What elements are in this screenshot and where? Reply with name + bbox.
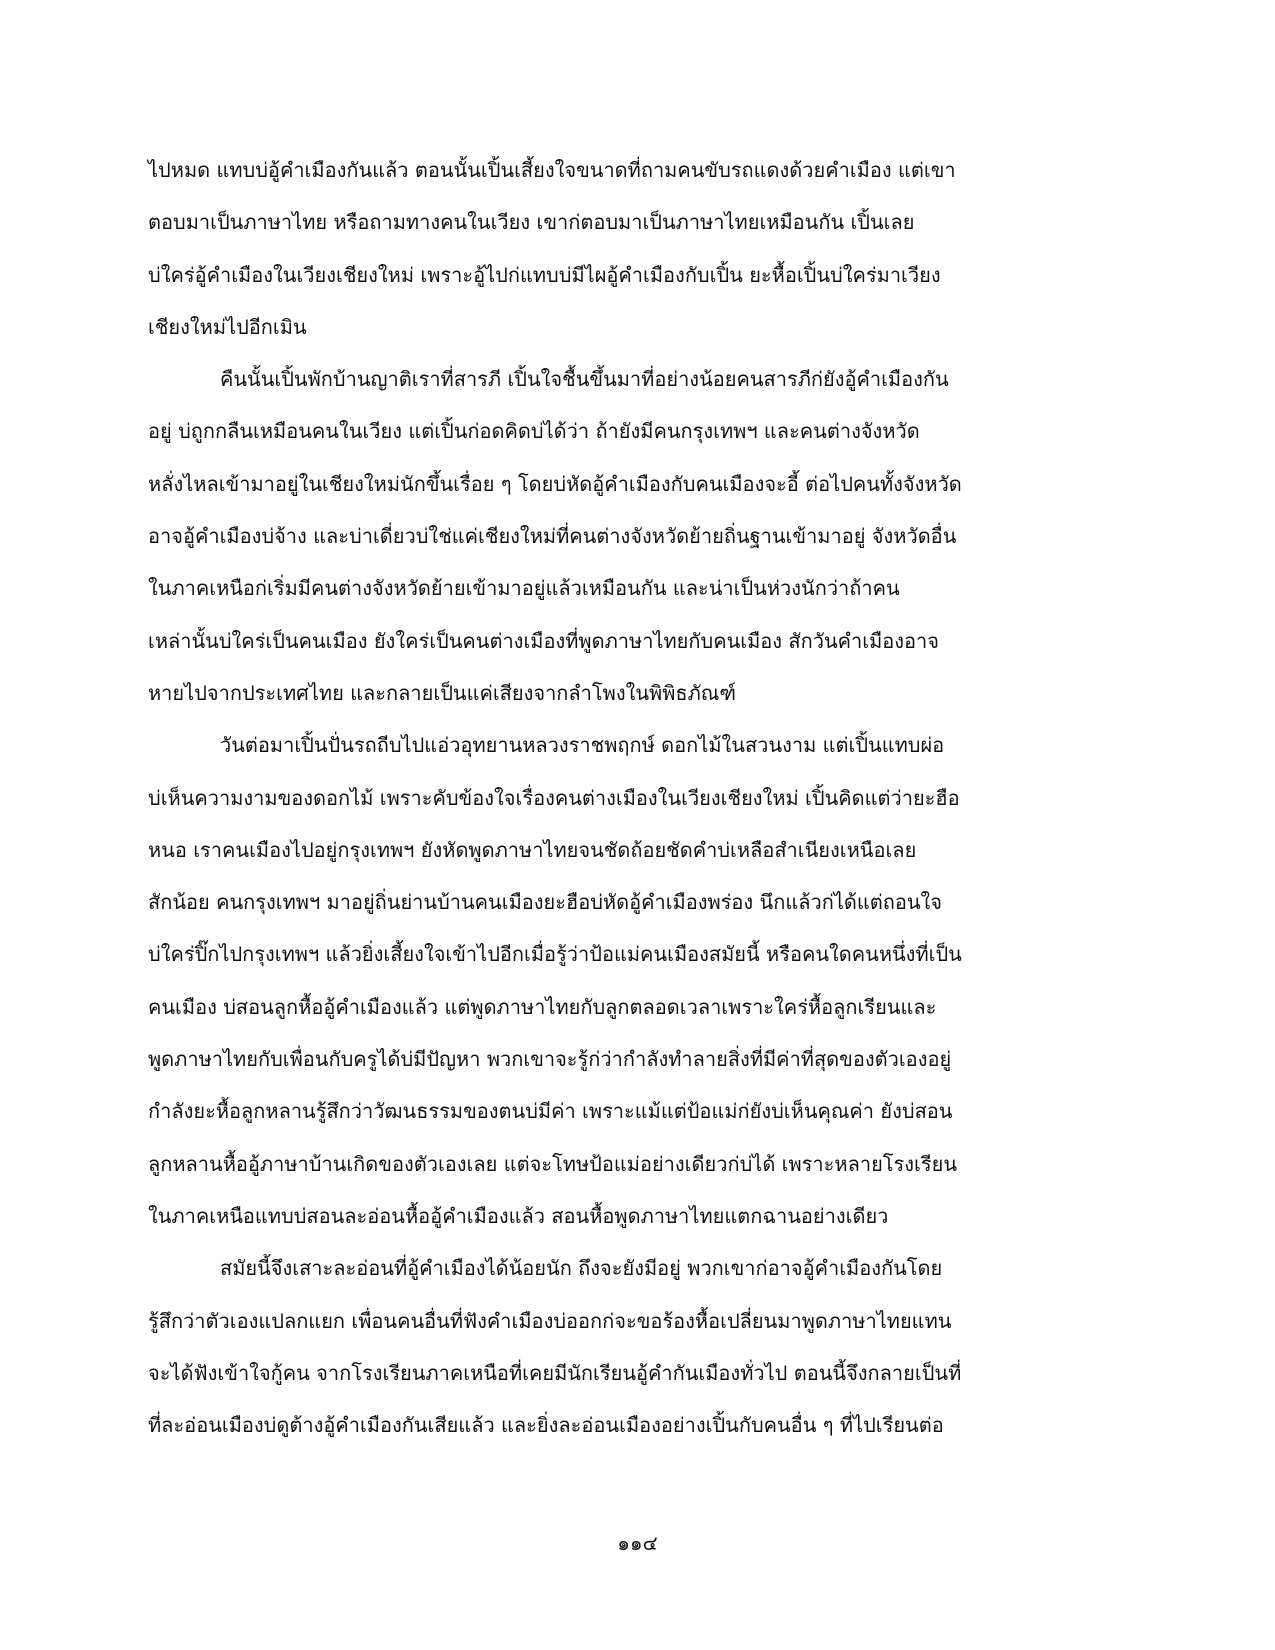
text-line: ไปหมด แทบบ่อู้คำเมืองกันแล้ว ตอนนั้นเปิ้นเสี้ยงใจขนาดที่ถามคนขับรถแดงด้วยคำเมือง แต่เขา xyxy=(148,158,956,182)
text-line: เชียงใหม่ไปอีกเมิน xyxy=(148,314,307,339)
text-line: บ่เห็นความงามของดอกไม้ เพราะคับข้องใจเรื่องคนต่างเมืองในเวียงเชียงใหม่ เปิ้นคิดแต่ว่ายะฮือ xyxy=(148,785,960,810)
text-line: ในภาคเหนือแทบบ่สอนละอ่อนหื้ออู้คำเมืองแล้ว สอนหื้อพูดภาษาไทยแตกฉานอย่างเดียว xyxy=(148,1203,889,1228)
text-line: สักน้อย คนกรุงเทพฯ มาอยู่ถิ่นย่านบ้านคนเมืองยะฮือบ่หัดอู้คำเมืองพร่อง นึกแล้วก่ได้แต่ถอนใจ xyxy=(148,890,943,915)
page-number: ๑๑๔ xyxy=(617,1531,658,1555)
text-line: บ่ใคร่อู้คำเมืองในเวียงเชียงใหม่ เพราะอู้ไปก่แทบบ่มีไผอู้คำเมืองกับเปิ้น ยะหื้อเปิ้นบ่ใคร่มาเวียง xyxy=(148,262,941,287)
text-line: หายไปจากประเทศไทย และกลายเป็นแค่เสียงจากลำโพงในพิพิธภัณฑ์ xyxy=(148,680,736,705)
text-line: คนเมือง บ่สอนลูกหื้ออู้คำเมืองแล้ว แต่พูดภาษาไทยกับลูกตลอดเวลาเพราะใคร่หื้อลูกเรียนและ xyxy=(148,994,937,1019)
body-text xyxy=(148,150,1028,1457)
text-line: รู้สึกว่าตัวเองแปลกแยก เพื่อนคนอื่นที่ฟังคำเมืองบ่ออกก่จะขอร้องหื้อเปลี่ยนมาพูดภาษาไทยแทน xyxy=(148,1308,952,1333)
text-line: หลั่งไหลเข้ามาอยู่ในเชียงใหม่นักขึ้นเรื่อย ๆ โดยบ่หัดอู้คำเมืองกับคนเมืองจะอี้ ต่อไปคนทั้งจังหวัด xyxy=(148,471,962,496)
text-line: ลูกหลานหื้ออู้ภาษาบ้านเกิดของตัวเองเลย แต่จะโทษป้อแม่อย่างเดียวก่บ่ได้ เพราะหลายโรงเรียน xyxy=(148,1151,958,1176)
text-line: พูดภาษาไทยกับเพื่อนกับครูได้บ่มีปัญหา พวกเขาจะรู้ก่ว่ากำลังทำลายสิ่งที่มีค่าที่สุดของตัวเองอยู่ xyxy=(148,1047,952,1072)
paragraph-first-line: สมัยนี้จึงเสาะละอ่อนที่อู้คำเมืองได้น้อยนัก ถึงจะยังมีอยู่ พวกเขาก่อาจอู้คำเมืองกันโดย xyxy=(220,1256,943,1281)
paragraph-first-line: คืนนั้นเปิ้นพักบ้านญาติเราที่สารภี เปิ้นใจชื้นขึ้นมาที่อย่างน้อยคนสารภีก่ยังอู้คำเมืองกัน xyxy=(220,367,949,392)
text-line: ตอบมาเป็นภาษาไทย หรือถามทางคนในเวียง เขาก่ตอบมาเป็นภาษาไทยเหมือนกัน เปิ้นเลย xyxy=(148,210,915,235)
text-line: หนอ เราคนเมืองไปอยู่กรุงเทพฯ ยังหัดพูดภาษาไทยจนชัดถ้อยชัดคำบ่เหลือสำเนียงเหนือเลย xyxy=(148,837,917,862)
text-line: อยู่ บ่ถูกกลืนเหมือนคนในเวียง แต่เปิ้นก่อดคิดบ่ได้ว่า ถ้ายังมีคนกรุงเทพฯ และคนต่างจังหวัด xyxy=(148,419,920,444)
text-line: ที่ละอ่อนเมืองบ่ดูต้างอู้คำเมืองกันเสียแล้ว และยิ่งละอ่อนเมืองอย่างเปิ้นกับคนอื่น ๆ ที่ไปเรียนต่อ xyxy=(148,1413,944,1438)
text-line: จะได้ฟังเข้าใจกู้คน จากโรงเรียนภาคเหนือที่เคยมีนักเรียนอู้คำกันเมืองทั่วไป ตอนนี้จึงกลายเป็นที่ xyxy=(148,1360,962,1385)
text-line: อาจอู้คำเมืองบ่จ้าง และบ่าเดี่ยวบ่ใช่แค่เชียงใหม่ที่คนต่างจังหวัดย้ายถิ่นฐานเข้ามาอยู่ จังหวัดอื่น xyxy=(148,524,957,549)
text-line: บ่ใคร่ปิ๊กไปกรุงเทพฯ แล้วยิ่งเสี้ยงใจเข้าไปอีกเมื่อรู้ว่าป้อแม่คนเมืองสมัยนี้ หรือคนใดคนหนึ่งที่เป็น xyxy=(148,942,962,967)
text-line: เหล่านั้นบ่ใคร่เป็นคนเมือง ยังใคร่เป็นคนต่างเมืองที่พูดภาษาไทยกับคนเมือง สักวันคำเมืองอาจ xyxy=(148,628,939,653)
paragraph-first-line: วันต่อมาเปิ้นปั่นรถถีบไปแอ่วอุทยานหลวงราชพฤกษ์ ดอกไม้ในสวนงาม แต่เปิ้นแทบผ่อ xyxy=(220,733,945,758)
text-line: ในภาคเหนือก่เริ่มมีคนต่างจังหวัดย้ายเข้ามาอยู่แล้วเหมือนกัน และน่าเป็นห่วงนักว่าถ้าคน xyxy=(148,576,900,601)
text-line: กำลังยะหื้อลูกหลานรู้สึกว่าวัฒนธรรมของตนบ่มีค่า เพราะแม้แต่ป้อแม่ก่ยังบ่เห็นคุณค่า ยังบ่สอน xyxy=(148,1099,953,1124)
